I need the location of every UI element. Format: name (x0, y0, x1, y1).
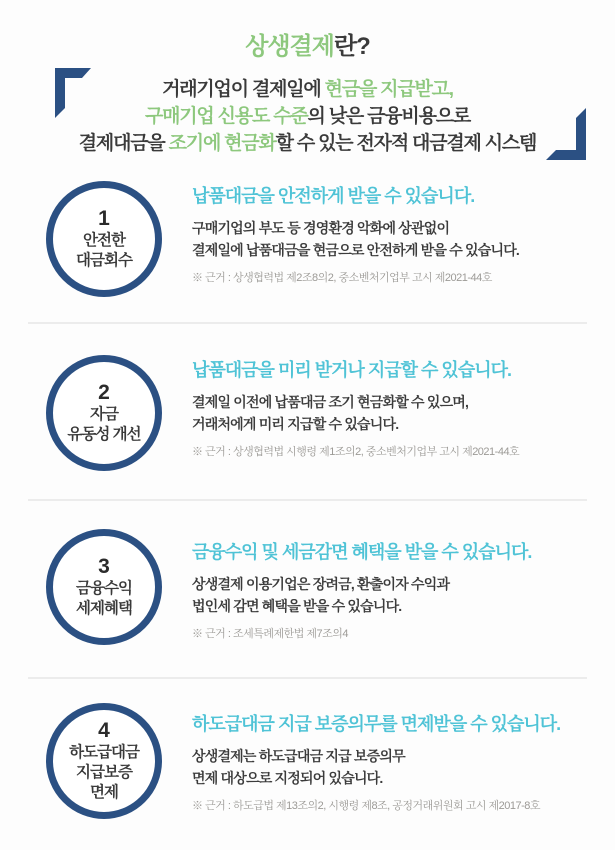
page-title-rest: 란? (333, 33, 370, 60)
benefit-4-label: 하도급대금 지급보증 면제 (69, 744, 139, 801)
benefit-3-content (192, 540, 602, 641)
benefit-1-legal-note: ※ 근거 : 상생협력법 제2조8의2, 중소벤처기업부 고시 제2021-44호 (192, 272, 492, 284)
intro-line-1: 거래기업이 결제일에 현금을 지급받고, (162, 79, 453, 100)
page-title-highlight: 상생결제 (245, 33, 334, 60)
benefit-2-content (192, 358, 602, 459)
page-title (0, 26, 615, 61)
section-divider-3 (28, 677, 587, 679)
benefit-2-body: 결제일 이전에 납품대금 조기 현금화할 수 있으며, 거래처에게 미리 지급할 수 있습니다. (192, 394, 469, 432)
benefit-4-legal-note: ※ 근거 : 하도급법 제13조의2, 시행령 제8조, 공정거래위원회 고시 제2017-8호 (192, 800, 541, 812)
benefit-3-heading: 금융수익 및 세금감면 혜택을 받을 수 있습니다. (192, 542, 532, 562)
benefit-1-number-badge (46, 181, 162, 297)
benefit-1-number: 1 (98, 207, 110, 230)
intro-line-2: 구매기업 신용도 수준의 낮은 금융비용으로 (144, 106, 471, 127)
benefit-3-legal-note: ※ 근거 : 조세특례제한법 제7조의4 (192, 628, 349, 640)
benefit-1-content (192, 184, 602, 285)
section-divider-2 (28, 499, 587, 501)
intro-paragraph (0, 76, 615, 157)
benefit-2-legal-note: ※ 근거 : 상생협력법 시행령 제1조의2, 중소벤처기업부 고시 제2021-44호 (192, 446, 520, 458)
benefit-3-number: 3 (98, 555, 110, 578)
benefit-4-body: 상생결제는 하도급대금 지급 보증의무 면제 대상으로 지정되어 있습니다. (192, 748, 405, 786)
benefit-1-heading: 납품대금을 안전하게 받을 수 있습니다. (192, 186, 475, 206)
benefit-2-number: 2 (98, 381, 110, 404)
benefit-1-body: 구매기업의 부도 등 경영환경 악화에 상관없이 결제일에 납품대금을 현금으로 안전하게 받을 수 있습니다. (192, 220, 520, 258)
benefit-2-label: 자금 유동성 개선 (67, 406, 141, 443)
section-divider-1 (28, 322, 587, 324)
benefit-3-body: 상생결제 이용기업은 장려금, 환출이자 수익과 법인세 감면 혜택을 받을 수 있습니다. (192, 576, 450, 614)
benefit-2-number-badge (46, 355, 162, 471)
benefit-3-label: 금융수익 세제혜택 (76, 580, 132, 617)
benefit-2-heading: 납품대금을 미리 받거나 지급할 수 있습니다. (192, 360, 511, 380)
benefit-4-content (192, 712, 602, 813)
benefit-4-number: 4 (98, 719, 110, 742)
benefit-3-number-badge (46, 529, 162, 645)
benefit-4-number-badge (46, 703, 162, 819)
benefit-1-label: 안전한 대금회수 (76, 232, 132, 269)
benefit-4-heading: 하도급대금 지급 보증의무를 면제받을 수 있습니다. (192, 714, 561, 734)
intro-line-3: 결제대금을 조기에 현금화할 수 있는 전자적 대금결제 시스템 (78, 133, 537, 154)
